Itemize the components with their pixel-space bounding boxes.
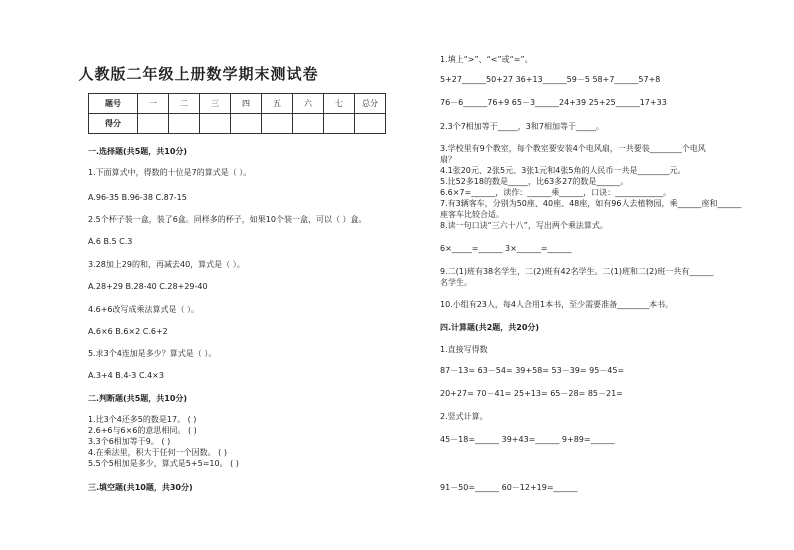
score-cell[interactable] — [324, 114, 355, 134]
score-header-cell: 六 — [293, 94, 324, 114]
fill-question-1-row-b: 76－6______76+9 65－3______24+39 25+25______17+33 — [440, 98, 667, 107]
score-cell[interactable] — [262, 114, 293, 134]
vertical-calc-row-2: 91－50=______ 60－12+19=______ — [440, 483, 578, 492]
fill-question-8: 8.读一句口诀“三六十八”，写出两个乘法算式。 — [440, 221, 608, 230]
choice-options-2: A.6 B.5 C.3 — [88, 237, 133, 246]
judge-question-1: 1.比3个4还多5的数是17。 ( ) — [88, 415, 197, 424]
vertical-calc-row-1: 45－18=______ 39+43=______ 9+89=______ — [440, 435, 615, 444]
calc-question-1: 1.直接写得数 — [440, 345, 488, 354]
fill-question-10: 10.小组有23人，每4人合用1本书，至少需要准备________本书。 — [440, 300, 674, 309]
fill-question-9-line-2: 名学生。 — [440, 278, 472, 287]
judge-question-4: 4.在乘法里，积大于任何一个因数。 ( ) — [88, 448, 227, 457]
fill-question-9-line-1: 9.二(1)班有38名学生，二(2)班有42名学生。二(1)班和二(2)班一共有______ — [440, 267, 714, 276]
fill-question-8-answer: 6×_____=______ 3×______=______ — [440, 244, 572, 253]
score-cell[interactable] — [231, 114, 262, 134]
score-header-cell: 三 — [200, 94, 231, 114]
fill-question-5: 5.比52多18的数是_____，比63多27的数是______。 — [440, 177, 629, 186]
calc-row-1: 87－13= 63－54= 39+58= 53－39= 95－45= — [440, 366, 625, 375]
score-row-label: 得分 — [89, 114, 138, 134]
score-cell[interactable] — [169, 114, 200, 134]
choice-question-1: 1.下面算式中，得数的十位是7的算式是（ ）。 — [88, 168, 252, 177]
score-cell[interactable] — [200, 114, 231, 134]
fill-question-7-line-2: 座客车比较合适。 — [440, 210, 504, 219]
score-header-cell: 七 — [324, 94, 355, 114]
fill-question-1-row-a: 5+27______50+27 36+13______59－5 58+7______57+8 — [440, 75, 661, 84]
score-table-header-row — [89, 94, 386, 114]
score-cell[interactable] — [293, 114, 324, 134]
fill-question-6: 6.6×7=______，读作：______乘______，口诀：____________。 — [440, 188, 672, 197]
calc-row-2: 20+27= 70－41= 25+13= 65－28= 85－21= — [440, 389, 623, 398]
fill-question-2: 2.3个7相加等于_____，3和7相加等于_____。 — [440, 122, 604, 131]
choice-question-3: 3.28加上29的和，再减去40，算式是（ ）。 — [88, 260, 245, 269]
section-fill-heading: 三.填空题(共10题，共30分) — [88, 483, 193, 492]
score-header-cell: 二 — [169, 94, 200, 114]
score-header-cell: 五 — [262, 94, 293, 114]
fill-question-3-line-2: 扇？ — [440, 155, 456, 164]
score-table-score-row — [89, 114, 386, 134]
score-cell[interactable] — [355, 114, 386, 134]
judge-question-2: 2.6+6与6×6的意思相同。 ( ) — [88, 426, 197, 435]
score-table — [88, 93, 386, 134]
fill-question-1: 1.填上“>”、“<”或“=”。 — [440, 55, 533, 64]
score-header-cell: 总分 — [355, 94, 386, 114]
judge-question-5: 5.5个5相加是多少，算式是5+5=10。 ( ) — [88, 459, 239, 468]
choice-question-5: 5.求3个4连加是多少？算式是（ ）。 — [88, 349, 217, 358]
score-header-cell: 四 — [231, 94, 262, 114]
calc-question-2: 2.竖式计算。 — [440, 412, 488, 421]
choice-options-4: A.6×6 B.6×2 C.6+2 — [88, 327, 168, 336]
choice-options-1: A.96-35 B.96-38 C.87-15 — [88, 193, 187, 202]
section-calc-heading: 四.计算题(共2题，共20分) — [440, 323, 540, 332]
fill-question-3-line-1: 3.学校里有9个教室，每个教室要安装4个电风扇，一共要装________个电风 — [440, 144, 706, 153]
fill-question-4: 4.1张20元、2张5元、3张1元和4张5角的人民币一共是________元。 — [440, 166, 686, 175]
judge-question-3: 3.3个6相加等于9。 ( ) — [88, 437, 171, 446]
exam-title: 人教版二年级上册数学期末测试卷 — [78, 65, 319, 83]
score-header-cell: 一 — [138, 94, 169, 114]
score-cell[interactable] — [138, 114, 169, 134]
fill-question-7-line-1: 7.有3辆客车，分别为50座、40座、48座，如有96人去植物园，乘______座和______ — [440, 199, 742, 208]
score-header-cell: 题号 — [89, 94, 138, 114]
section-choice-heading: 一.选择题(共5题，共10分) — [88, 147, 188, 156]
choice-options-5: A.3+4 B.4-3 C.4×3 — [88, 371, 164, 380]
choice-question-4: 4.6+6改写成乘法算式是（ ）。 — [88, 305, 200, 314]
section-judge-heading: 二.判断题(共5题，共10分) — [88, 394, 188, 403]
choice-question-2: 2.5个杯子装一盒，装了6盒。同样多的杯子，如果10个装一盒，可以（ ）盒。 — [88, 215, 367, 224]
choice-options-3: A.28+29 B.28-40 C.28+29-40 — [88, 282, 208, 291]
